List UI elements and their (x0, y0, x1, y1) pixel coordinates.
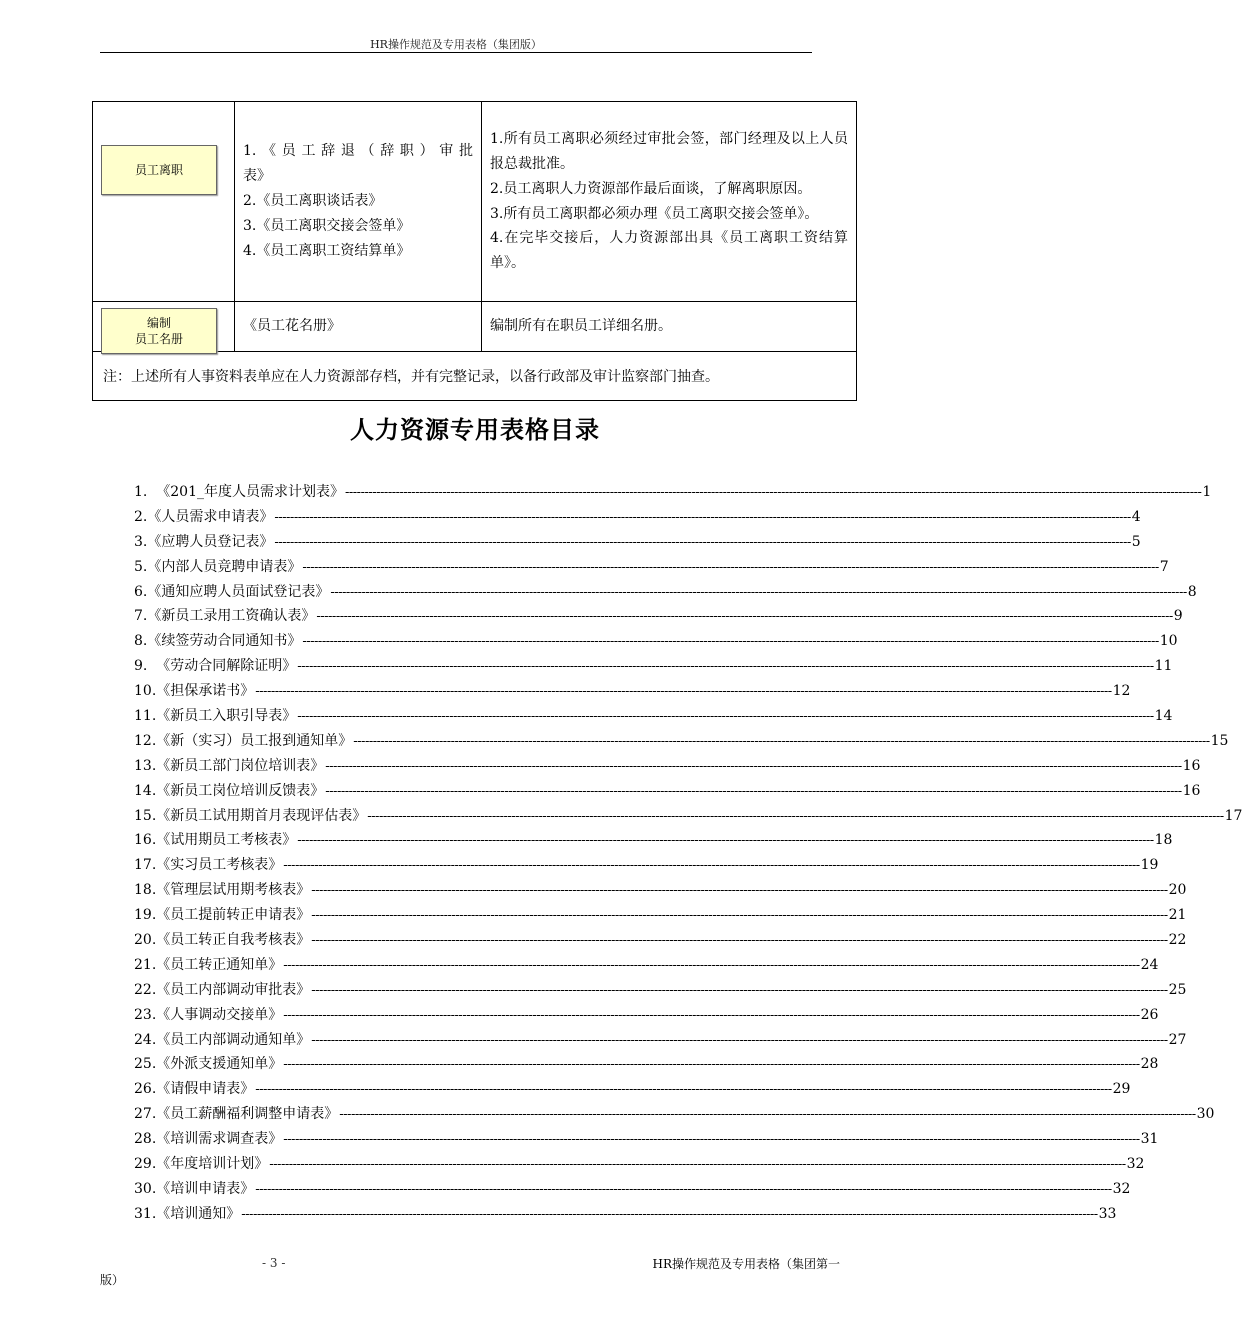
toc-leader: ---------------------------------------------------------------------------------------------------------------------------------------------------------------------------------------------------------------------------- (255, 1082, 1112, 1098)
toc-item[interactable] (134, 1102, 1215, 1127)
rules-cell (482, 302, 857, 352)
footer-title: HR操作规范及专用表格（集团第一 (652, 1257, 840, 1271)
toc-leader: ---------------------------------------------------------------------------------------------------------------------------------------------------------------------------------------------------------------------------- (302, 559, 1159, 575)
form-item: 4.《员工离职工资结算单》 (243, 243, 411, 259)
toc-item-number: 19. (134, 907, 157, 924)
toc-item-page: 10 (1159, 633, 1178, 650)
toc-item-page: 12 (1112, 683, 1131, 700)
toc-leader: ---------------------------------------------------------------------------------------------------------------------------------------------------------------------------------------------------------------------------- (311, 933, 1168, 949)
toc-item-number: 1. (134, 484, 157, 500)
rule-item: 4.在完毕交接后，人力资源部出具《员工离职工资结算单》。 (490, 230, 848, 271)
toc-leader: ---------------------------------------------------------------------------------------------------------------------------------------------------------------------------------------------------------------------------- (353, 733, 1210, 749)
toc-item-title: 《试用期员工考核表》 (156, 832, 297, 849)
toc-leader: ---------------------------------------------------------------------------------------------------------------------------------------------------------------------------------------------------------------------------- (316, 609, 1173, 625)
toc-item[interactable] (134, 604, 1183, 629)
rule-item: 2.员工离职人力资源部作最后面谈，了解离职原因。 (490, 180, 812, 197)
form-item: 3.《员工离职交接会签单》 (243, 218, 411, 234)
toc-item-title: 《201_年度人员需求计划表》 (156, 484, 344, 500)
toc-leader: ---------------------------------------------------------------------------------------------------------------------------------------------------------------------------------------------------------------------------- (325, 758, 1182, 774)
toc-item-number: 14. (134, 782, 157, 799)
form-item: 2.《员工离职谈话表》 (243, 193, 383, 209)
toc-item[interactable] (134, 1202, 1117, 1227)
toc-item[interactable] (134, 505, 1141, 530)
toc-leader: ---------------------------------------------------------------------------------------------------------------------------------------------------------------------------------------------------------------------------- (330, 584, 1187, 600)
toc-item-page: 16 (1182, 757, 1201, 774)
toc-item-title: 《管理层试用期考核表》 (156, 882, 311, 899)
toc-item-number: 30. (134, 1180, 157, 1197)
toc-leader: ---------------------------------------------------------------------------------------------------------------------------------------------------------------------------------------------------------------------------- (283, 1007, 1140, 1023)
toc-item-title: 《培训需求调查表》 (156, 1131, 283, 1148)
toc-item[interactable] (134, 555, 1169, 580)
form-item: 《员工花名册》 (243, 318, 341, 334)
toc-leader: ---------------------------------------------------------------------------------------------------------------------------------------------------------------------------------------------------------------------------- (302, 634, 1159, 650)
toc-item[interactable] (134, 480, 1212, 505)
toc-item-page: 16 (1182, 782, 1201, 799)
toc-item-title: 《人员需求申请表》 (147, 508, 274, 525)
toc-item-number: 6. (134, 583, 148, 600)
toc-leader: ---------------------------------------------------------------------------------------------------------------------------------------------------------------------------------------------------------------------------- (274, 534, 1131, 550)
toc-item-page: 4 (1131, 508, 1141, 525)
toc-title: 人力资源专用表格目录 (350, 416, 600, 444)
toc-item-page: 5 (1131, 533, 1141, 550)
toc-leader: ---------------------------------------------------------------------------------------------------------------------------------------------------------------------------------------------------------------------------- (339, 1107, 1196, 1123)
toc-item[interactable] (134, 654, 1173, 679)
toc-leader: ---------------------------------------------------------------------------------------------------------------------------------------------------------------------------------------------------------------------------- (283, 957, 1140, 973)
toc-item-number: 5. (134, 558, 148, 575)
toc-leader: ---------------------------------------------------------------------------------------------------------------------------------------------------------------------------------------------------------------------------- (297, 709, 1154, 725)
toc-item[interactable] (134, 1127, 1159, 1152)
toc-item-number: 27. (134, 1106, 157, 1123)
toc-item[interactable] (134, 1003, 1159, 1028)
toc-item-title: 《应聘人员登记表》 (147, 533, 274, 550)
form-item-continued: 表》 (243, 168, 271, 184)
toc-leader: ---------------------------------------------------------------------------------------------------------------------------------------------------------------------------------------------------------------------------- (274, 509, 1131, 525)
toc-item[interactable] (134, 804, 1242, 829)
toc-item-number: 15. (134, 807, 157, 824)
toc-item-title: 《员工提前转正申请表》 (156, 907, 311, 924)
toc-item-page: 21 (1168, 907, 1187, 924)
toc-item-title: 《新（实习）员工报到通知单》 (156, 732, 353, 749)
toc-item-page: 32 (1112, 1180, 1131, 1197)
toc-item-page: 7 (1159, 558, 1169, 575)
toc-item-page: 26 (1140, 1006, 1159, 1023)
toc-item-title: 《内部人员竞聘申请表》 (147, 558, 302, 575)
toc-item[interactable] (134, 530, 1141, 555)
toc-item-title: 《培训通知》 (156, 1205, 241, 1222)
row-label-box (101, 308, 217, 354)
toc-item-title: 《劳动合同解除证明》 (156, 658, 297, 675)
toc-item-title: 《续签劳动合同通知书》 (147, 633, 302, 650)
toc-leader: ---------------------------------------------------------------------------------------------------------------------------------------------------------------------------------------------------------------------------- (283, 1057, 1140, 1073)
toc-leader: ---------------------------------------------------------------------------------------------------------------------------------------------------------------------------------------------------------------------------- (311, 1032, 1168, 1048)
toc-item[interactable] (134, 754, 1201, 779)
toc-item[interactable] (134, 1077, 1131, 1102)
rule-item: 3.所有员工离职都必须办理《员工离职交接会签单》。 (490, 205, 819, 222)
table-note: 注：上述所有人事资料表单应在人力资源部存档，并有完整记录，以备行政部及审计监察部门抽查。 (93, 352, 857, 401)
table-row (93, 102, 857, 302)
row-label: 员工离职 (134, 163, 183, 177)
toc-leader: ---------------------------------------------------------------------------------------------------------------------------------------------------------------------------------------------------------------------------- (269, 1157, 1126, 1173)
toc-item-title: 《新员工入职引导表》 (156, 708, 297, 725)
toc-item-number: 23. (134, 1006, 157, 1023)
toc-item-page: 19 (1140, 857, 1159, 874)
toc-item-title: 《新员工部门岗位培训表》 (156, 757, 325, 774)
toc-item-number: 22. (134, 981, 157, 998)
toc-leader: ---------------------------------------------------------------------------------------------------------------------------------------------------------------------------------------------------------------------------- (325, 783, 1182, 799)
toc-item-page: 24 (1140, 956, 1159, 973)
toc-item-title: 《通知应聘人员面试登记表》 (147, 583, 330, 600)
forms-cell (235, 102, 482, 302)
toc-item-title: 《请假申请表》 (156, 1081, 255, 1098)
toc-item-number: 31. (134, 1205, 157, 1222)
toc-item[interactable] (134, 903, 1187, 928)
toc-item-number: 13. (134, 757, 157, 774)
toc-item-title: 《新员工录用工资确认表》 (147, 608, 316, 625)
toc-item-title: 《员工薪酬福利调整申请表》 (156, 1106, 339, 1123)
toc-item[interactable] (134, 580, 1197, 605)
toc-item-page: 17 (1224, 807, 1242, 824)
toc-item-page: 11 (1154, 658, 1173, 675)
toc-item-page: 29 (1112, 1081, 1131, 1098)
toc-leader: ---------------------------------------------------------------------------------------------------------------------------------------------------------------------------------------------------------------------------- (311, 908, 1168, 924)
toc-item-title: 《培训申请表》 (156, 1180, 255, 1197)
toc-leader: ---------------------------------------------------------------------------------------------------------------------------------------------------------------------------------------------------------------------------- (255, 684, 1112, 700)
toc-item-number: 28. (134, 1131, 157, 1148)
toc-item-number: 8. (134, 633, 148, 650)
toc-item[interactable] (134, 1052, 1159, 1077)
toc-item-number: 12. (134, 732, 157, 749)
toc-item[interactable] (134, 1028, 1187, 1053)
rules-cell (482, 102, 857, 302)
toc-item[interactable] (134, 1152, 1145, 1177)
toc-item-title: 《新员工试用期首月表现评估表》 (156, 807, 367, 824)
toc-item-number: 3. (134, 533, 148, 550)
hr-procedure-table (92, 101, 857, 401)
toc-item-page: 1 (1202, 484, 1212, 500)
toc-item-number: 18. (134, 882, 157, 899)
running-header: HR操作规范及专用表格（集团版） (370, 38, 542, 51)
toc-item-page: 25 (1168, 981, 1187, 998)
toc-item-page: 27 (1168, 1031, 1187, 1048)
toc-item-number: 10. (134, 683, 157, 700)
toc-item-number: 25. (134, 1056, 157, 1073)
toc-leader: ---------------------------------------------------------------------------------------------------------------------------------------------------------------------------------------------------------------------------- (311, 883, 1168, 899)
rule-item: 1.所有员工离职必须经过审批会签，部门经理及以上人员报总裁批准。 (490, 131, 848, 173)
toc-item-title: 《外派支援通知单》 (156, 1056, 283, 1073)
toc-leader: ---------------------------------------------------------------------------------------------------------------------------------------------------------------------------------------------------------------------------- (283, 1132, 1140, 1148)
toc-item-page: 28 (1140, 1056, 1159, 1073)
toc-item-number: 20. (134, 932, 157, 949)
table-row (93, 302, 857, 352)
toc-item[interactable] (134, 729, 1229, 754)
toc-item-number: 26. (134, 1081, 157, 1098)
toc-item-page: 15 (1210, 732, 1229, 749)
toc-item[interactable] (134, 1177, 1131, 1202)
toc-item-title: 《担保承诺书》 (156, 683, 255, 700)
table-of-contents (134, 480, 1242, 1227)
toc-item[interactable] (134, 853, 1159, 878)
toc-leader: ---------------------------------------------------------------------------------------------------------------------------------------------------------------------------------------------------------------------------- (297, 659, 1154, 675)
toc-item-title: 《员工转正通知单》 (156, 956, 283, 973)
toc-item[interactable] (134, 828, 1173, 853)
toc-item[interactable] (134, 779, 1201, 804)
row-label-box (101, 145, 217, 195)
toc-item-page: 32 (1126, 1156, 1145, 1173)
toc-item-page: 8 (1187, 583, 1197, 600)
toc-item-number: 24. (134, 1031, 157, 1048)
toc-item-title: 《人事调动交接单》 (156, 1006, 283, 1023)
toc-leader: ---------------------------------------------------------------------------------------------------------------------------------------------------------------------------------------------------------------------------- (311, 982, 1168, 998)
toc-item[interactable] (134, 704, 1173, 729)
toc-item-page: 30 (1196, 1106, 1215, 1123)
toc-item-number: 16. (134, 832, 157, 849)
toc-item-number: 9. (134, 658, 157, 675)
toc-leader: ---------------------------------------------------------------------------------------------------------------------------------------------------------------------------------------------------------------------------- (283, 858, 1140, 874)
toc-item[interactable] (134, 953, 1159, 978)
toc-leader: ---------------------------------------------------------------------------------------------------------------------------------------------------------------------------------------------------------------------------- (345, 485, 1202, 500)
footer-title-tail: 版） (100, 1273, 125, 1287)
toc-item[interactable] (134, 878, 1187, 903)
toc-leader: ---------------------------------------------------------------------------------------------------------------------------------------------------------------------------------------------------------------------------- (255, 1181, 1112, 1197)
page-number: - 3 - (262, 1256, 286, 1270)
row-label-cell (93, 102, 235, 302)
toc-item-number: 17. (134, 857, 157, 874)
toc-item[interactable] (134, 978, 1187, 1003)
toc-item-page: 14 (1154, 708, 1173, 725)
toc-item-title: 《员工转正自我考核表》 (156, 932, 311, 949)
toc-item[interactable] (134, 629, 1178, 654)
toc-item-title: 《实习员工考核表》 (156, 857, 283, 874)
toc-item-number: 2. (134, 508, 148, 525)
toc-item-page: 33 (1098, 1205, 1117, 1222)
forms-cell (235, 302, 482, 352)
toc-leader: ---------------------------------------------------------------------------------------------------------------------------------------------------------------------------------------------------------------------------- (367, 808, 1224, 824)
toc-item-number: 29. (134, 1156, 157, 1173)
row-label-line: 员工名册 (134, 332, 183, 346)
toc-item-page: 18 (1154, 832, 1173, 849)
toc-item-title: 《年度培训计划》 (156, 1156, 269, 1173)
rule-item: 编制所有在职员工详细名册。 (490, 318, 672, 335)
toc-item-page: 22 (1168, 932, 1187, 949)
toc-item-title: 《员工内部调动审批表》 (156, 981, 311, 998)
toc-item-page: 9 (1173, 608, 1183, 625)
toc-item-number: 7. (134, 608, 148, 625)
toc-item[interactable] (134, 679, 1131, 704)
table-note-row (93, 352, 857, 401)
toc-item-page: 20 (1168, 882, 1187, 899)
header-rule (100, 52, 812, 53)
toc-item-title: 《新员工岗位培训反馈表》 (156, 782, 325, 799)
toc-item-page: 31 (1140, 1131, 1159, 1148)
row-label-line: 编制 (146, 316, 171, 330)
toc-item-number: 21. (134, 956, 157, 973)
toc-leader: ---------------------------------------------------------------------------------------------------------------------------------------------------------------------------------------------------------------------------- (241, 1206, 1098, 1222)
row-label-cell (93, 302, 235, 352)
toc-item[interactable] (134, 928, 1187, 953)
form-item: 1.《员工辞退（辞职）审批 (243, 143, 473, 159)
toc-item-number: 11. (134, 708, 157, 725)
toc-leader: ---------------------------------------------------------------------------------------------------------------------------------------------------------------------------------------------------------------------------- (297, 833, 1154, 849)
toc-item-title: 《员工内部调动通知单》 (156, 1031, 311, 1048)
